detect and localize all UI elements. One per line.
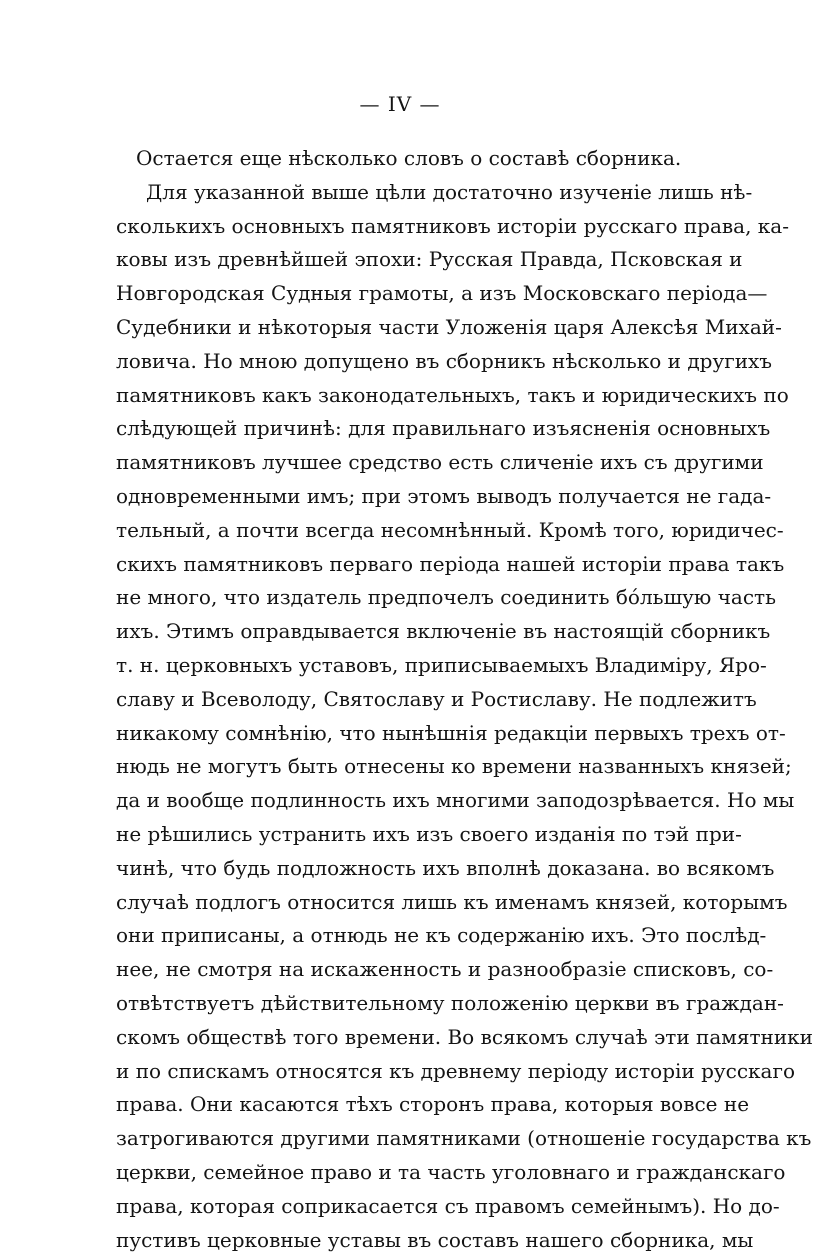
text-line: не много, что издатель предпочелъ соединить бóльшую часть: [116, 581, 712, 615]
text-line: не рѣшились устранить ихъ изъ своего изданія по тэй при-: [116, 818, 712, 852]
text-line: они приписаны, а отнюдь не къ содержанію ихъ. Это послѣд-: [116, 919, 712, 953]
text-line: одновременными имъ; при этомъ выводъ получается не гада-: [116, 480, 712, 514]
text-line: тельный, а почти всегда несомнѣнный. Кромѣ того, юридичес-: [116, 514, 712, 548]
text-line: т. н. церковныхъ уставовъ, приписываемыхъ Владиміру, Яро-: [116, 649, 712, 683]
text-line: церкви, семейное право и та часть уголовнаго и гражданскаго: [116, 1156, 712, 1190]
text-line: ихъ. Этимъ оправдывается включеніе въ настоящій сборникъ: [116, 615, 712, 649]
text-line: ловича. Но мною допущено въ сборникъ нѣсколько и другихъ: [116, 345, 712, 379]
text-line: затрогиваются другими памятниками (отношеніе государства къ: [116, 1122, 712, 1156]
text-line: да и вообще подлинность ихъ многими заподозрѣвается. Но мы: [116, 784, 712, 818]
text-line: сколькихъ основныхъ памятниковъ исторіи русскаго права, ка-: [116, 210, 712, 244]
text-line: права. Они касаются тѣхъ сторонъ права, которыя вовсе не: [116, 1088, 712, 1122]
text-line: чинѣ, что будь подложность ихъ вполнѣ доказана. во всякомъ: [116, 852, 712, 886]
text-line: Остается еще нѣсколько словъ о составѣ сборника.: [116, 142, 712, 176]
text-line: пустивъ церковные уставы въ составъ нашего сборника, мы: [116, 1224, 712, 1257]
text-line: Для указанной выше цѣли достаточно изученіе лишь нѣ-: [116, 176, 712, 210]
text-line: Новгородская Судныя грамоты, а изъ Московскаго періода—: [116, 277, 712, 311]
text-line: славу и Всеволоду, Святославу и Ростиславу. Не подлежитъ: [116, 683, 712, 717]
body-text: [116, 142, 712, 1257]
text-line: скомъ обществѣ того времени. Во всякомъ случаѣ эти памятники: [116, 1021, 712, 1055]
text-line: ковы изъ древнѣйшей эпохи: Русская Правда, Псковская и: [116, 243, 712, 277]
text-line: скихъ памятниковъ перваго періода нашей исторіи права такъ: [116, 548, 712, 582]
text-line: и по спискамъ относятся къ древнему періоду исторіи русскаго: [116, 1055, 712, 1089]
text-line: права, которая соприкасается съ правомъ семейнымъ). Но до-: [116, 1190, 712, 1224]
text-line: слѣдующей причинѣ: для правильнаго изъясненія основныхъ: [116, 412, 712, 446]
text-line: случаѣ подлогъ относится лишь къ именамъ князей, которымъ: [116, 886, 712, 920]
text-line: нюдь не могутъ быть отнесены ко времени названныхъ князей;: [116, 750, 712, 784]
page-number: — IV —: [0, 92, 800, 116]
text-line: нее, не смотря на искаженность и разнообразіе списковъ, со-: [116, 953, 712, 987]
text-line: отвѣтствуетъ дѣйствительному положенію церкви въ граждан-: [116, 987, 712, 1021]
text-line: Судебники и нѣкоторыя части Уложенія царя Алексѣя Михай-: [116, 311, 712, 345]
text-line: памятниковъ лучшее средство есть сличеніе ихъ съ другими: [116, 446, 712, 480]
text-line: памятниковъ какъ законодательныхъ, такъ и юридическихъ по: [116, 379, 712, 413]
text-line: никакому сомнѣнію, что нынѣшнія редакціи первыхъ трехъ от-: [116, 717, 712, 751]
